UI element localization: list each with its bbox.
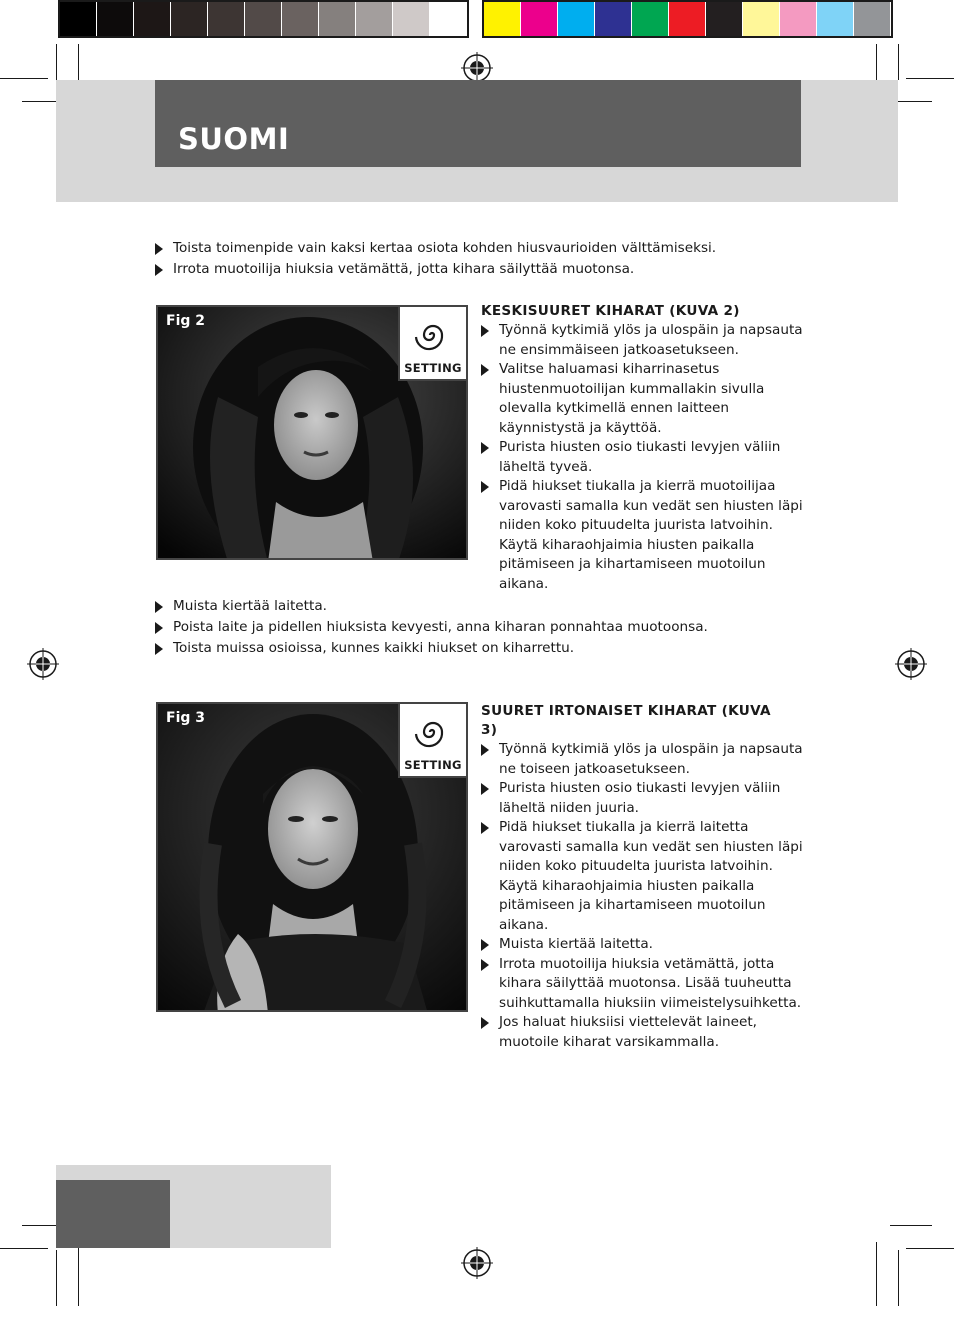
- list-item-text: Työnnä kytkimiä ylös ja ulospäin ja napsauta ne ensimmäiseen jatkoasetukseen.: [499, 322, 803, 358]
- figure-label: Fig 2: [166, 313, 205, 329]
- color-swatch: [393, 2, 430, 36]
- list-item: [481, 1013, 806, 1052]
- color-swatch: [134, 2, 171, 36]
- arrow-bullet-icon: [481, 822, 489, 834]
- color-swatch: [817, 2, 854, 36]
- list-item-text: Muista kiertää laitetta.: [173, 598, 327, 614]
- crop-mark: [906, 78, 954, 79]
- color-swatch: [558, 2, 595, 36]
- intro-bullet-list: [155, 239, 805, 280]
- color-swatch: [208, 2, 245, 36]
- list-item-text: Purista hiusten osio tiukasti levyjen väliin läheltä tyveä.: [499, 439, 781, 475]
- arrow-bullet-icon: [481, 959, 489, 971]
- list-item-text: Pidä hiukset tiukalla ja kierrä laitetta varovasti samalla kun vedät sen hiusten läpi niiden koko pituudelta juurista latvoihin. Käytä kiharaohjaimia hiusten paikalla pitämiseen ja kihartamiseen muotoilun aikana.: [499, 819, 803, 933]
- list-item: [155, 260, 805, 280]
- setting-label: SETTING: [404, 758, 462, 772]
- crop-mark: [898, 1250, 899, 1306]
- arrow-bullet-icon: [481, 939, 489, 951]
- curl-spiral-icon: [400, 311, 464, 359]
- setting-badge: [398, 307, 466, 381]
- arrow-bullet-icon: [155, 643, 163, 655]
- arrow-bullet-icon: [155, 264, 163, 276]
- arrow-bullet-icon: [155, 622, 163, 634]
- crop-mark: [898, 44, 899, 80]
- page-number-box: [56, 1180, 170, 1248]
- section-medium-curls: [481, 302, 811, 594]
- arrow-bullet-icon: [481, 481, 489, 493]
- section-heading: SUURET IRTONAISET KIHARAT (KUVA 3): [481, 703, 771, 738]
- color-swatch: [743, 2, 780, 36]
- list-item-text: Purista hiusten osio tiukasti levyjen väliin läheltä niiden juuria.: [499, 780, 781, 816]
- color-swatch: [97, 2, 134, 36]
- list-item: [481, 935, 806, 955]
- color-swatch: [356, 2, 393, 36]
- color-swatch: [854, 2, 891, 36]
- section-bullet-list: [481, 321, 811, 594]
- list-item-text: Muista kiertää laitetta.: [499, 936, 653, 952]
- list-item: [155, 597, 805, 617]
- arrow-bullet-icon: [155, 243, 163, 255]
- color-swatch: [595, 2, 632, 36]
- crop-mark: [56, 44, 57, 80]
- figure-3-photo: [156, 702, 468, 1012]
- section-bullet-list: [481, 740, 806, 1052]
- setting-badge: [398, 704, 466, 778]
- curl-spiral-icon: [400, 708, 464, 756]
- color-swatch: [60, 2, 97, 36]
- list-item: [481, 740, 806, 779]
- arrow-bullet-icon: [481, 364, 489, 376]
- list-item-text: Pidä hiukset tiukalla ja kierrä muotoilijaa varovasti samalla kun vedät sen hiusten läpi niiden koko pituudelta juurista latvoihin. Käytä kiharaohjaimia hiusten paikalla pitämiseen ja kihartamiseen muotoilun aikana.: [499, 478, 803, 592]
- section-large-loose-curls: [481, 702, 806, 1052]
- page-title: SUOMI: [178, 122, 290, 156]
- list-item: [155, 239, 805, 259]
- crop-mark: [876, 1242, 877, 1306]
- figure-label: Fig 3: [166, 710, 205, 726]
- list-item: [481, 360, 811, 438]
- list-item-text: Irrota muotoilija hiuksia vetämättä, jotta kihara säilyttää muotonsa.: [173, 261, 635, 277]
- section-heading: KESKISUURET KIHARAT (KUVA 2): [481, 303, 740, 319]
- registration-mark-icon: [895, 648, 927, 680]
- list-item: [481, 438, 811, 477]
- crop-mark: [56, 1250, 57, 1306]
- list-item-text: Toista muissa osioissa, kunnes kaikki hiukset on kiharrettu.: [173, 640, 575, 656]
- registration-mark-icon: [27, 648, 59, 680]
- list-item-text: Jos haluat hiuksiisi viettelevät laineet, muotoile kiharat varsikammalla.: [499, 1014, 757, 1050]
- setting-label: SETTING: [404, 361, 462, 375]
- list-item: [481, 779, 806, 818]
- color-swatch: [484, 2, 521, 36]
- color-swatch: [521, 2, 558, 36]
- list-item: [155, 618, 805, 638]
- arrow-bullet-icon: [155, 601, 163, 613]
- arrow-bullet-icon: [481, 442, 489, 454]
- list-item-text: Työnnä kytkimiä ylös ja ulospäin ja napsauta ne toiseen jatkoasetukseen.: [499, 741, 803, 777]
- list-item-text: Toista toimenpide vain kaksi kertaa osiota kohden hiusvaurioiden välttämiseksi.: [173, 240, 717, 256]
- crop-mark: [0, 78, 48, 79]
- color-swatch: [319, 2, 356, 36]
- mid-bullet-list: [155, 597, 805, 659]
- color-swatch: [430, 2, 467, 36]
- color-swatch: [282, 2, 319, 36]
- list-item: [481, 818, 806, 935]
- color-bar-left: [58, 0, 469, 38]
- list-item: [155, 639, 805, 659]
- list-item-text: Poista laite ja pidellen hiuksista kevyesti, anna kiharan ponnahtaa muotoonsa.: [173, 619, 708, 635]
- crop-mark: [906, 1248, 954, 1249]
- arrow-bullet-icon: [481, 325, 489, 337]
- color-swatch: [245, 2, 282, 36]
- list-item: [481, 321, 811, 360]
- color-swatch: [171, 2, 208, 36]
- crop-mark: [0, 1248, 48, 1249]
- list-item-text: Valitse haluamasi kiharrinasetus hiustenmuotoilijan kummallakin sivulla olevalla kytkimellä ennen laitteen käynnistystä ja käyttöä.: [499, 361, 765, 436]
- arrow-bullet-icon: [481, 1017, 489, 1029]
- arrow-bullet-icon: [481, 744, 489, 756]
- registration-mark-icon: [461, 1247, 493, 1279]
- color-bar-right: [482, 0, 893, 38]
- list-item-text: Irrota muotoilija hiuksia vetämättä, jotta kihara säilyttää muotonsa. Lisää tuuheutta suihkuttamalla hiuksiin viimeistelysuihketta.: [499, 955, 802, 1011]
- figure-2-photo: [156, 305, 468, 560]
- arrow-bullet-icon: [481, 783, 489, 795]
- list-item: [481, 477, 811, 594]
- crop-mark: [78, 1242, 79, 1306]
- color-swatch: [632, 2, 669, 36]
- color-swatch: [706, 2, 743, 36]
- crop-mark: [890, 1225, 932, 1226]
- color-swatch: [780, 2, 817, 36]
- list-item: [481, 955, 806, 1014]
- color-swatch: [669, 2, 706, 36]
